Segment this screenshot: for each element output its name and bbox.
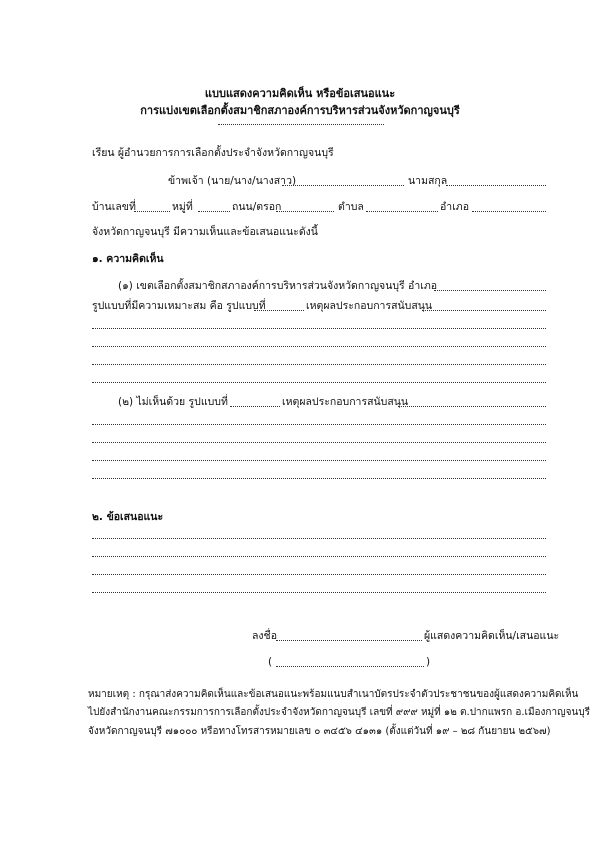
house-no-label: บ้านเลขที่ [92,201,136,213]
signature-field[interactable] [276,640,422,641]
tambon-label: ตำบล [338,201,364,213]
province-line: จังหวัดกาญจนบุรี มีความเห็นและข้อเสนอแนะดังนี้ [92,226,318,238]
suggestion-line[interactable] [92,592,546,593]
item2-reason-line[interactable] [92,424,546,425]
item2-reason-field[interactable] [398,406,546,407]
item2-model-field[interactable] [230,406,280,407]
form-title: แบบแสดงความคิดเห็น หรือข้อเสนอแนะ [204,87,396,100]
item1-reason-line[interactable] [92,382,546,383]
item1-reason-line[interactable] [92,364,546,365]
house-no-field[interactable] [134,211,170,212]
item1-reason-line[interactable] [92,346,546,347]
addressee: เรียน ผู้อำนวยการการเลือกตั้งประจำจังหวัดกาญจนบุรี [92,147,334,159]
item2-reason-line[interactable] [92,478,546,479]
remark-line1: หมายเหตุ : กรุณาส่งความคิดเห็นและข้อเสนอแนะพร้อมแนบสำเนาบัตรประจำตัวประชาชนของผู้แสดงความคิดเห็น [88,689,579,700]
item1-prefix: (๑) เขตเลือกตั้งสมาชิกสภาองค์การบริหารส่วนจังหวัดกาญจนบุรี อำเภอ [118,280,438,292]
signer-role: ผู้แสดงความคิดเห็น/เสนอแนะ [424,630,560,642]
suggestion-line[interactable] [92,538,546,539]
name-field[interactable] [282,185,404,186]
moo-label: หมู่ที่ [172,201,193,213]
form-subtitle: การแบ่งเขตเลือกตั้งสมาชิกสภาองค์การบริหารส่วนจังหวัดกาญจนบุรี [140,104,460,117]
item2-reason-line[interactable] [92,442,546,443]
printed-name-field[interactable] [276,666,424,667]
section2-heading: ๒. ข้อเสนอแนะ [92,511,164,523]
item2-prefix: (๒) ไม่เห็นด้วย รูปแบบที่ [118,396,228,408]
item1-reason-line[interactable] [92,328,546,329]
title-underline [218,124,384,125]
tambon-field[interactable] [366,211,438,212]
amphoe-field[interactable] [472,211,546,212]
item2-reason-line[interactable] [92,460,546,461]
section1-heading: ๑. ความคิดเห็น [92,253,164,265]
surname-field[interactable] [446,185,546,186]
item1-reason-label: เหตุผลประกอบการสนับสนุน [306,300,433,312]
road-field[interactable] [276,211,334,212]
suggestion-line[interactable] [92,556,546,557]
item1-model-field[interactable] [254,310,304,311]
suggestion-line[interactable] [92,574,546,575]
item1-amphoe-field[interactable] [434,290,546,291]
paren-open: ( [268,656,273,668]
item2-reason-label: เหตุผลประกอบการสนับสนุน [282,396,409,408]
sign-label: ลงชื่อ [252,630,277,642]
remark-line3: จังหวัดกาญจนบุรี ๗๑๐๐๐ หรือทางโทรสารหมายเลข ๐ ๓๔๕๖ ๔๑๓๑ (ตั้งแต่วันที่ ๑๙ – ๒๘ กันยายน ๒๕๖๗) [88,726,551,737]
paren-close: ) [426,656,431,668]
name-label: ข้าพเจ้า (นาย/นาง/นางสาว) [168,175,297,187]
item1-reason-field[interactable] [422,310,546,311]
surname-label: นามสกุล [408,175,448,187]
moo-field[interactable] [198,211,230,212]
amphoe-label: อำเภอ [440,201,470,213]
remark-line2: ไปยังสำนักงานคณะกรรมการการเลือกตั้งประจำจังหวัดกาญจนบุรี เลขที่ ๙๙๙ หมู่ที่ ๑๒ ต.ปากแพรก อ.เมืองกาญจนบุรี [88,707,591,718]
item1-model-label: รูปแบบที่มีความเหมาะสม คือ รูปแบบที่ [92,300,266,312]
road-label: ถนน/ตรอก [232,201,282,213]
